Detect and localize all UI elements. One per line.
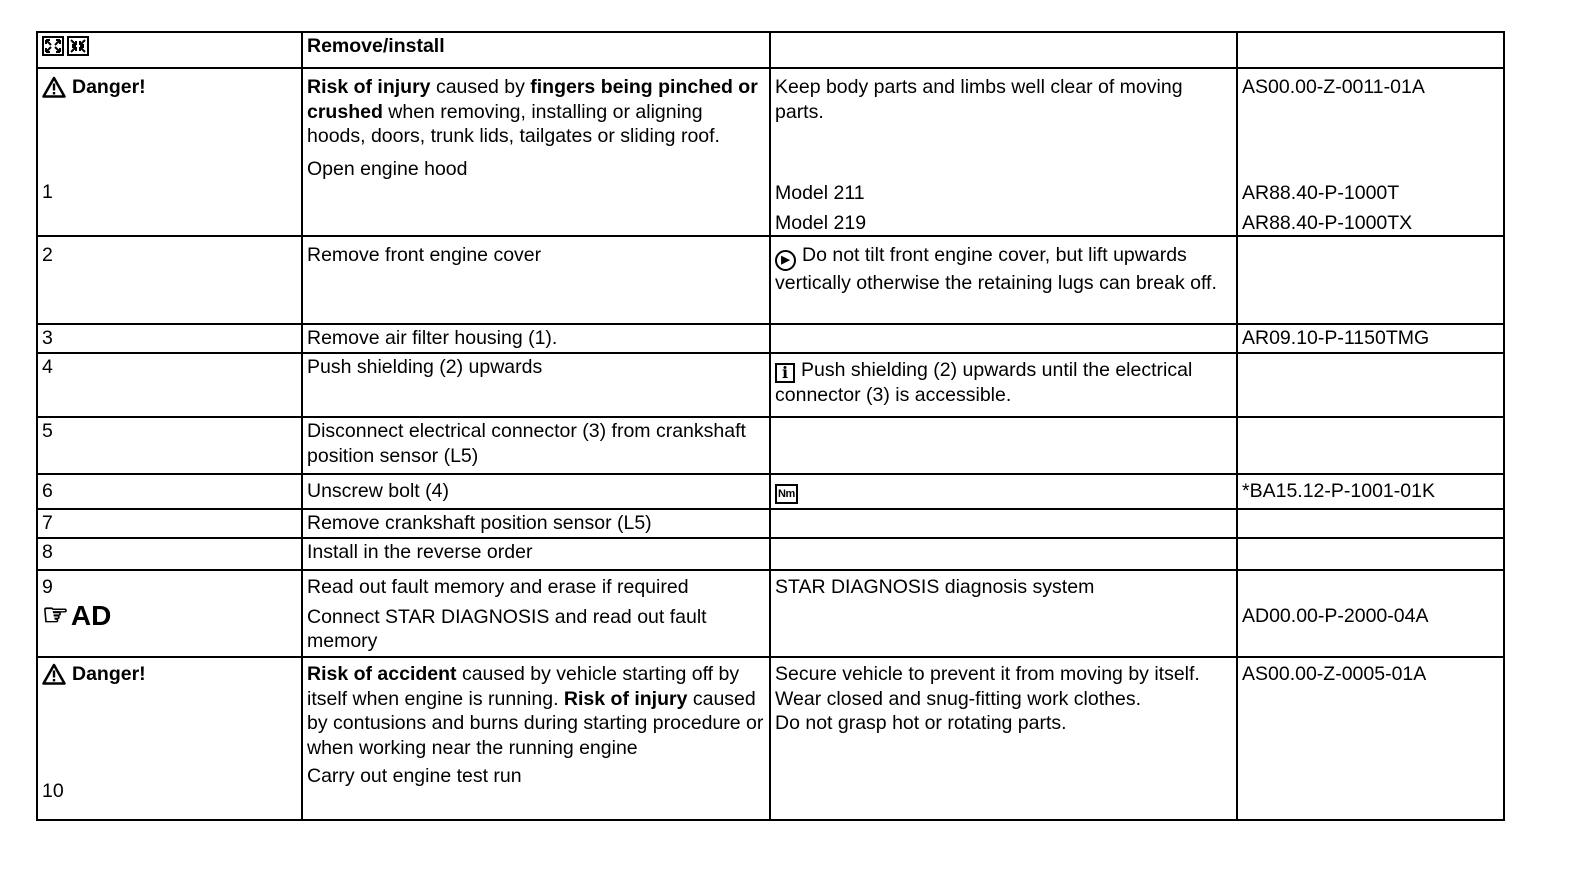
step-action: Open engine hood	[307, 157, 468, 180]
doc-reference: AR88.40-P-1000T	[1242, 182, 1400, 204]
torque-cell	[770, 474, 1237, 509]
risk-text: caused by contusions and burns during starting procedure or when working near the running engine	[307, 687, 764, 759]
risk-text: when removing, installing or aligning hoods, doors, trunk lids, tailgates or sliding roof.	[307, 100, 720, 147]
danger-reference	[1237, 68, 1504, 236]
step-number: 1	[42, 180, 53, 203]
step-number: 3	[37, 324, 302, 353]
danger-measure	[770, 68, 1237, 236]
warning-triangle-icon	[42, 76, 66, 98]
empty-cell	[770, 324, 1237, 353]
warning-triangle-icon	[42, 663, 66, 685]
risk-text: caused by vehicle starting off by itself when engine is running.	[307, 663, 740, 710]
doc-reference: AS00.00-Z-0005-01A	[1237, 657, 1504, 820]
measure-text: Secure vehicle to prevent it from moving by itself.	[775, 663, 1200, 685]
step-number-cell	[37, 570, 302, 657]
step-action: Push shielding (2) upwards	[302, 353, 770, 417]
header-row	[37, 32, 1504, 68]
danger-label: Danger!	[72, 76, 146, 98]
measure-text: Do not grasp hot or rotating parts.	[775, 712, 1067, 734]
step-action: Remove crankshaft position sensor (L5)	[302, 509, 770, 538]
ad-label: AD	[70, 599, 112, 631]
step-row	[37, 509, 1504, 538]
step-row	[37, 417, 1504, 474]
info-icon: i	[775, 363, 795, 383]
pointing-hand-icon: ☞	[42, 598, 69, 632]
danger-row	[37, 68, 1504, 236]
step-row	[37, 324, 1504, 353]
measure-text: Wear closed and snug-fitting work clothes.	[775, 687, 1141, 710]
note-text: Push shielding (2) upwards until the electrical connector (3) is accessible.	[775, 359, 1193, 406]
risk-cause: fingers being pinched or crushed	[307, 76, 758, 123]
step-row	[37, 474, 1504, 509]
step-number: 7	[37, 509, 302, 538]
danger-label: Danger!	[72, 663, 146, 685]
empty-cell	[1237, 353, 1504, 417]
header-empty-cell	[1237, 32, 1504, 68]
remove-icon	[42, 36, 64, 56]
step-row	[37, 570, 1504, 657]
ad-reference-cell	[1237, 570, 1504, 657]
empty-cell	[1237, 509, 1504, 538]
danger-measure	[770, 657, 1237, 820]
risk-label: Risk of injury	[563, 687, 688, 710]
step-action: Install in the reverse order	[302, 538, 770, 570]
doc-reference: AS00.00-Z-0011-01A	[1242, 76, 1425, 98]
empty-cell	[770, 417, 1237, 474]
danger-description	[302, 68, 770, 236]
step-action: Remove front engine cover	[302, 236, 770, 324]
step-number: 2	[37, 236, 302, 324]
doc-reference: AR09.10-P-1150TMG	[1237, 324, 1504, 353]
risk-text: caused by	[430, 76, 531, 98]
step-action: Unscrew bolt (4)	[302, 474, 770, 509]
install-icon	[67, 36, 89, 56]
step-row	[37, 538, 1504, 570]
empty-cell	[1237, 538, 1504, 570]
step-action-cell	[302, 570, 770, 657]
empty-cell	[1237, 417, 1504, 474]
step-number: 4	[37, 353, 302, 417]
torque-icon: Nm	[775, 484, 798, 504]
procedure-table	[36, 31, 1505, 821]
step-note	[770, 353, 1237, 417]
doc-reference: AD00.00-P-2000-04A	[1242, 605, 1429, 627]
danger-row	[37, 657, 1504, 820]
danger-cell	[37, 657, 302, 820]
step-number: 10	[42, 779, 64, 802]
step-action: Disconnect electrical connector (3) from crankshaft position sensor (L5)	[302, 417, 770, 474]
model-label: Model 219	[775, 211, 867, 234]
risk-label: Risk of accident	[307, 663, 457, 685]
step-number: 5	[37, 417, 302, 474]
header-empty-cell	[770, 32, 1237, 68]
risk-label: Risk of injury	[307, 76, 431, 98]
tool-note: STAR DIAGNOSIS diagnosis system	[770, 570, 1237, 657]
danger-cell	[37, 68, 302, 236]
ad-action: Connect STAR DIAGNOSIS and read out fault memory	[307, 605, 707, 652]
measure-text: Keep body parts and limbs well clear of moving parts.	[775, 76, 1183, 123]
step-action: Carry out engine test run	[307, 765, 522, 787]
caution-icon: ▶	[775, 250, 796, 271]
step-number: 9	[42, 576, 53, 598]
step-number: 6	[37, 474, 302, 509]
step-note	[770, 236, 1237, 324]
step-action: Remove air filter housing (1).	[302, 324, 770, 353]
step-action: Read out fault memory and erase if required	[307, 576, 689, 598]
doc-reference: *BA15.12-P-1001-01K	[1237, 474, 1504, 509]
step-row	[37, 353, 1504, 417]
empty-cell	[770, 509, 1237, 538]
procedure-title: Remove/install	[302, 32, 770, 68]
empty-cell	[770, 538, 1237, 570]
empty-cell	[1237, 236, 1504, 324]
danger-description	[302, 657, 770, 820]
note-text: Do not tilt front engine cover, but lift upwards vertically otherwise the retaining lugs can break off.	[775, 244, 1217, 294]
header-icons-cell	[37, 32, 302, 68]
step-row	[37, 236, 1504, 324]
doc-reference: AR88.40-P-1000TX	[1242, 211, 1413, 234]
step-number: 8	[37, 538, 302, 570]
ad-marker	[42, 600, 297, 632]
model-label: Model 211	[775, 182, 865, 204]
